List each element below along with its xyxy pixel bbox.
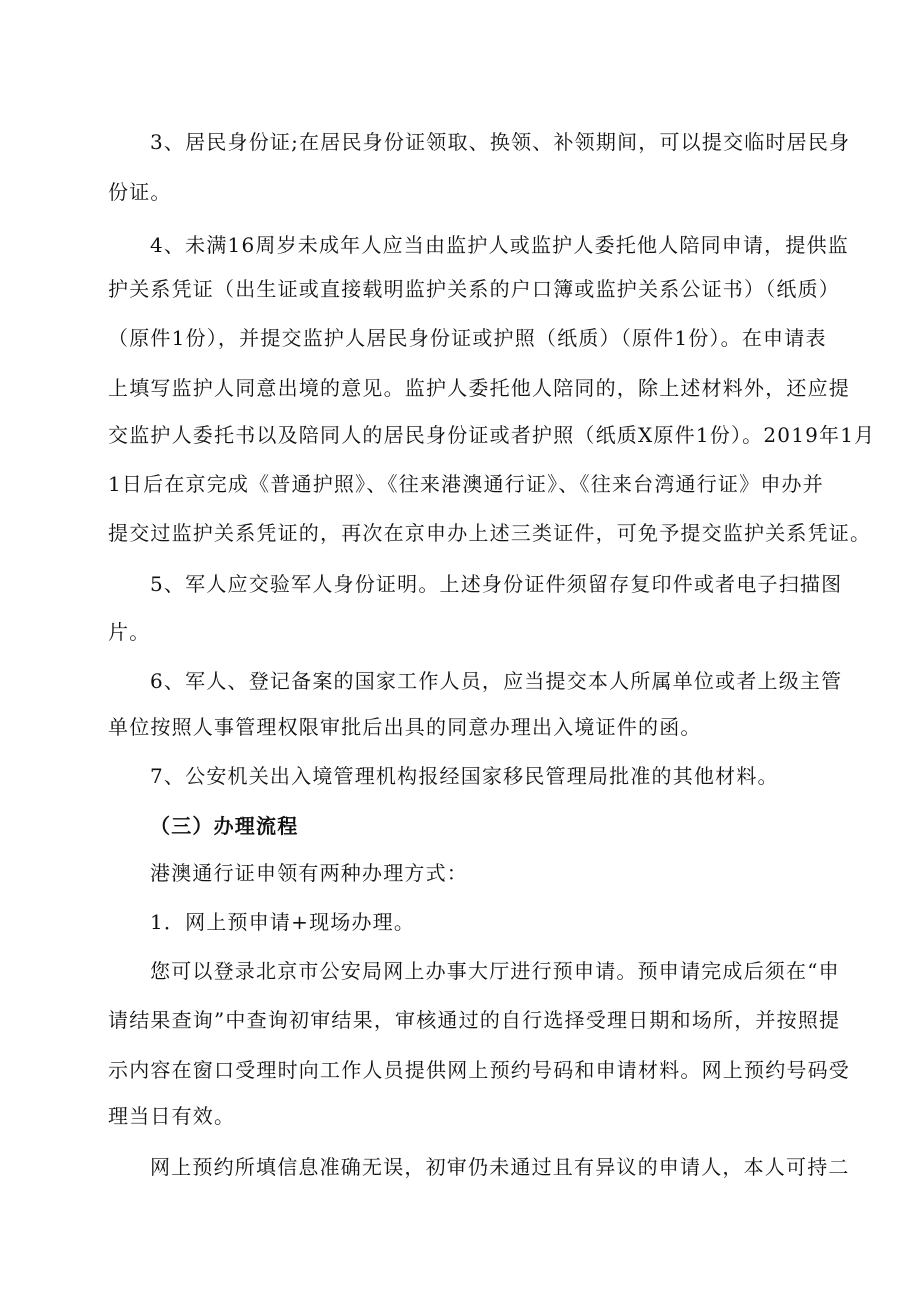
text-line: 您可以登录北京市公安局网上办事大厅进行预申请。预申请完成后须在“申	[150, 959, 840, 983]
text-line: 请结果查询”中查询初审结果，审核通过的自行选择受理日期和场所，并按照提	[108, 1008, 841, 1032]
text-line: 交监护人委托书以及陪同人的居民身份证或者护照（纸质X原件1份）。2019年1月	[108, 423, 876, 447]
text-line: 示内容在窗口受理时向工作人员提供网上预约号码和申请材料。网上预约号码受	[108, 1058, 850, 1082]
text-line: 6、军人、登记备案的国家工作人员，应当提交本人所属单位或者上级主管	[150, 669, 843, 693]
text-line: 4、未满16周岁未成年人应当由监护人或监护人委托他人陪同申请，提供监	[150, 233, 849, 257]
text-line: 单位按照人事管理权限审批后出具的同意办理出入境证件的函。	[108, 715, 702, 739]
text-line: 网上预约所填信息准确无误，初审仍未通过且有异议的申请人，本人可持二	[150, 1155, 850, 1179]
text-line: 7、公安机关出入境管理机构报经国家移民管理局批准的其他材料。	[150, 764, 779, 788]
text-line: （原件1份），并提交监护人居民身份证或护照（纸质）（原件1份）。在申请表	[108, 326, 827, 350]
text-line: 份证。	[108, 180, 172, 204]
section-heading: （三）办理流程	[150, 814, 299, 838]
text-line: 3、居民身份证;在居民身份证领取、换领、补领期间，可以提交临时居民身	[150, 130, 851, 154]
text-line: 上填写监护人同意出境的意见。监护人委托他人陪同的，除上述材料外，还应提	[108, 376, 850, 400]
text-line: 片。	[108, 620, 151, 644]
text-line: 理当日有效。	[108, 1104, 236, 1128]
text-line: 护关系凭证（出生证或直接载明监护关系的户口簿或监护关系公证书）（纸质）	[108, 277, 840, 301]
text-line: 提交过监护关系凭证的，再次在京申办上述三类证件，可免予提交监护关系凭证。	[108, 521, 872, 545]
text-line: 1日后在京完成《普通护照》、《往来港澳通行证》、《往来台湾通行证》申办并	[108, 472, 824, 496]
text-line: 港澳通行证申领有两种办理方式：	[150, 861, 468, 885]
text-line: 5、军人应交验军人身份证明。上述身份证件须留存复印件或者电子扫描图	[150, 572, 843, 596]
text-line: 1．网上预申请+现场办理。	[150, 910, 416, 934]
